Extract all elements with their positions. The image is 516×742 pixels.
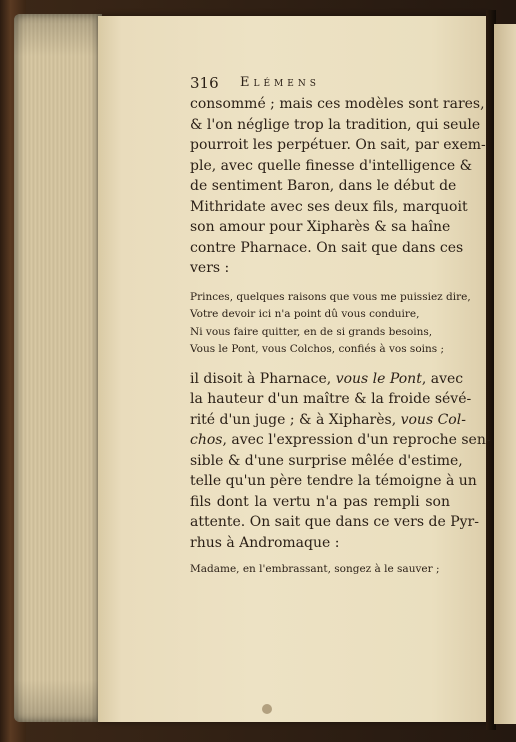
text-line: consommé ; mais ces modèles sont rares,: [190, 96, 485, 112]
verse-line: Princes, quelques raisons que vous me puissiez dire,: [190, 290, 471, 303]
text-run: il disoit à Pharnace,: [190, 370, 336, 387]
verse-line: Madame, en l'embrassant, songez à le sauver ;: [190, 563, 440, 575]
text-line: [190, 410, 466, 431]
text-line: de sentiment Baron, dans le début de: [190, 178, 457, 194]
running-title: Elémens: [240, 75, 320, 90]
text-line: son amour pour Xipharès & sa haîne: [190, 219, 451, 235]
verse-line: Ni vous faire quitter, en de si grands besoins,: [190, 325, 433, 338]
page-number: 316: [190, 74, 219, 92]
text-line: [190, 389, 472, 410]
italic-run: vous Col-: [400, 411, 466, 428]
text-run: fils dont la vertu n'a pas rempli son: [190, 493, 450, 510]
text-line: [190, 512, 479, 533]
text-run: rité d'un juge ; & à Xipharès,: [190, 411, 401, 428]
text-run: , avec: [421, 370, 464, 387]
text-run: sible & d'une surprise mêlée d'estime,: [190, 452, 463, 469]
text-run: la hauteur d'un maître & la froide sévé-: [190, 391, 472, 407]
text-line: pourroit les perpétuer. On sait, par exem-: [190, 137, 486, 153]
facing-page-edge: [494, 24, 516, 724]
paragraph-1: [190, 94, 486, 279]
italic-run: vous le Pont: [335, 370, 422, 387]
text-line: [190, 492, 450, 513]
text-line: [190, 451, 463, 472]
text-line: contre Pharnace. On sait que dans ces: [190, 239, 464, 256]
text-run: , avec l'expression d'un reproche sen-: [222, 432, 491, 448]
text-line: [190, 471, 477, 492]
text-run: attente. On sait que dans ce vers de Pyr-: [190, 514, 479, 530]
verse-line: Vous le Pont, vous Colchos, confiés à vos soins ;: [190, 343, 445, 355]
text-line: vers :: [190, 260, 230, 276]
paragraph-2: [190, 369, 491, 554]
verse-quote-1: [190, 289, 471, 359]
italic-run: chos: [190, 432, 223, 448]
text-line: & l'on néglige trop la tradition, qui seule: [190, 116, 481, 133]
running-header: [190, 72, 450, 94]
text-line: [190, 430, 491, 451]
page-edges: [14, 14, 102, 722]
text-line: Mithridate avec ses deux fils, marquoit: [190, 198, 468, 215]
text-line: [190, 533, 450, 554]
verse-line: Votre devoir ici n'a point dû vous conduire,: [190, 308, 420, 320]
text-run: telle qu'un père tendre la témoigne à un: [190, 473, 477, 489]
text-line: [190, 369, 464, 390]
page-text: [190, 72, 491, 578]
text-line: ple, avec quelle finesse d'intelligence &: [190, 157, 473, 174]
verse-quote-2: [190, 561, 450, 578]
text-run: rhus à Andromaque :: [190, 534, 340, 551]
paper-stain: [262, 704, 272, 714]
